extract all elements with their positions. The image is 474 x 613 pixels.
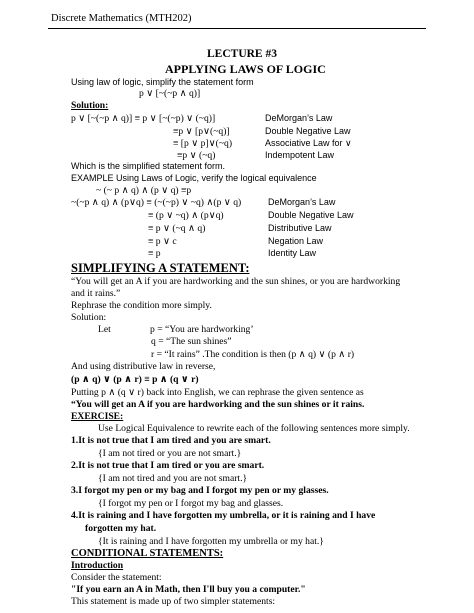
- simplify-rephrase: Rephrase the condition more simply.: [71, 300, 212, 311]
- let-label: Let: [98, 324, 111, 335]
- exercise-answer: {I forgot my pen or I forgot my bag and glasses.: [98, 498, 284, 509]
- exercise-answer: {I am not tired or you are not smart.}: [98, 448, 242, 459]
- ex1-intro: Using law of logic, simplify the statement form: [71, 77, 254, 87]
- ex2-step-expr: ≡ p ∨ (~q ∧ q): [148, 223, 206, 234]
- document-header: Discrete Mathematics (MTH202): [51, 13, 192, 24]
- ex2-step-expr: ~(~p ∧ q) ∧ (p∨q) ≡ (~(~p) ∨ ~q) ∧(p ∨ q): [71, 197, 242, 208]
- putting-back-text: Putting p ∧ (q ∨ r) back into English, we can rephrase the given sentence as: [71, 387, 364, 398]
- exercise-question: 3.I forgot my pen or my bag and I forgot my pen or my glasses.: [71, 485, 329, 496]
- ex1-step-expr: p ∨ [~(~p ∧ q)] ≡ p ∨ [~(~p) ∨ (~q)]: [71, 113, 216, 124]
- ex1-step-expr: ≡ [p ∨ p]∨(~q): [173, 138, 233, 149]
- ex1-step-law: Double Negative Law: [265, 126, 351, 136]
- exercise-question: 1.It is not true that I am tired and you are smart.: [71, 435, 271, 446]
- simplify-result: “You will get an A if you are hardworking and the sun shines or it rains.: [71, 399, 365, 410]
- conditional-made-up: This statement is made up of two simpler statements:: [71, 596, 276, 607]
- ex1-statement: p ∨ [~(~p ∧ q)]: [139, 88, 201, 99]
- ex2-step-law: Distributive Law: [268, 223, 332, 233]
- exercise-question-cont: forgotten my hat.: [85, 523, 157, 534]
- ex1-step-expr: ≡p ∨ (~q): [177, 150, 216, 161]
- exercise-answer: {It is raining and I have forgotten my umbrella or my hat.}: [98, 536, 324, 547]
- conditional-consider: Consider the statement:: [71, 572, 162, 583]
- ex2-step-law: Double Negative Law: [268, 210, 354, 220]
- definition-q: q = “The sun shines”: [151, 336, 232, 347]
- ex1-step-expr: ≡p ∨ [p∨(~q)]: [173, 126, 230, 137]
- exercise-answer: {I am not tired and you are not smart.}: [98, 473, 248, 484]
- ex1-step-law: DeMorgan’s Law: [265, 113, 333, 123]
- distributive-text: And using distributive law in reverse,: [71, 361, 216, 372]
- ex2-intro: EXAMPLE Using Laws of Logic, verify the logical equivalence: [71, 173, 317, 183]
- distributive-equivalence: (p ∧ q) ∨ (p ∧ r) ≡ p ∧ (q ∨ r): [71, 374, 199, 385]
- ex1-step-law: Indempotent Law: [265, 150, 335, 160]
- lecture-number: LECTURE #3: [207, 48, 277, 60]
- simplify-quote-line1: “You will get an A if you are hardworking and the sun shines, or you are hardworking: [71, 276, 401, 287]
- simplify-quote-line2: and it rains.”: [71, 288, 121, 299]
- ex1-conclusion: Which is the simplified statement form.: [71, 161, 226, 171]
- header-rule: [48, 28, 426, 29]
- simplify-heading: SIMPLIFYING A STATEMENT:: [71, 261, 250, 275]
- ex2-step-expr: ≡ p ∨ c: [148, 236, 177, 247]
- exercise-intro: Use Logical Equivalence to rewrite each of the following sentences more simply.: [98, 423, 410, 434]
- ex2-statement: ~ (~ p ∧ q) ∧ (p ∨ q) ≡p: [96, 185, 192, 196]
- ex2-step-law: Identity Law: [268, 248, 317, 258]
- definition-p: p = “You are hardworking’: [150, 324, 254, 335]
- ex2-step-law: Negation Law: [268, 236, 324, 246]
- exercise-heading: EXERCISE:: [71, 411, 124, 422]
- ex2-step-expr: ≡ p: [148, 248, 161, 259]
- lecture-title: APPLYING LAWS OF LOGIC: [165, 62, 326, 76]
- ex2-step-expr: ≡ (p ∨ ~q) ∧ (p∨q): [148, 210, 224, 221]
- ex1-solution-label: Solution:: [71, 100, 109, 111]
- ex2-step-law: DeMorgan’s Law: [268, 197, 336, 207]
- ex1-step-law: Associative Law for ∨: [265, 138, 352, 148]
- exercise-question: 2.It is not true that I am tired or you are smart.: [71, 460, 265, 471]
- conditional-heading: CONDITIONAL STATEMENTS:: [71, 548, 224, 559]
- conditional-intro-heading: Introduction: [71, 560, 124, 571]
- definition-r: r = “It rains” .The condition is then (p ∧ q) ∨ (p ∧ r): [151, 349, 355, 360]
- exercise-question: 4.It is raining and I have forgotten my umbrella, or it is raining and I have: [71, 510, 376, 521]
- simplify-solution-label: Solution:: [71, 312, 107, 323]
- conditional-statement: "If you earn an A in Math, then I'll buy you a computer.": [71, 584, 306, 595]
